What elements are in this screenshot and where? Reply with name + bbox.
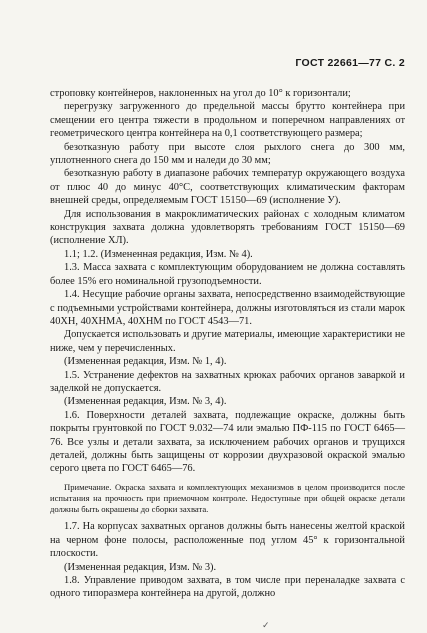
paragraph: 1.7. На корпусах захватных органов должны быть нанесены желтой краской на черном фоне полосы, расположенные под углом 45° к горизонтальной плоскости.: [50, 521, 405, 560]
paragraph: 1.1; 1.2. (Измененная редакция, Изм. № 4).: [64, 248, 253, 260]
paragraph: Для использования в макроклиматических районах с холодным климатом конструкция захвата должна удовлетворять требованиям ГОСТ 15150—69 (исполнение ХЛ).: [50, 208, 405, 247]
paragraph: 1.8. Управление приводом захвата, в том числе при переналадке захвата с одного типоразмера контейнера на другой, должно: [50, 575, 405, 600]
document-body: [50, 87, 405, 601]
check-mark: ✓: [262, 620, 270, 630]
paragraph: 1.5. Устранение дефектов на захватных крюках рабочих органов заваркой и заделкой не допускается.: [50, 369, 405, 394]
paragraph: (Измененная редакция, Изм. № 1, 4).: [64, 356, 227, 368]
paragraph: строповку контейнеров, наклоненных на угол до 10° к горизонтали;: [50, 88, 351, 99]
paragraph: 1.4. Несущие рабочие органы захвата, непосредственно взаимодействующие с подъемными устройствами контейнера, должны изготовляться из стали марок 40ХН, 40ХНМА, 40ХНМ по ГОСТ 4543—71.: [50, 289, 405, 327]
paragraph: 1.6. Поверхности деталей захвата, подлежащие окраске, должны быть покрыты грунтовкой по ГОСТ 9.032—74 или эмалью ПФ-115 по ГОСТ 6465—76. Все узлы и детали захвата, за исключением рабочих органов и трущихся деталей, должны быть защищены от коррозии двухразовой окраской эмалью серого цвета по ГОСТ 6465—76.: [50, 409, 405, 475]
paragraph: безотказную работу в диапазоне рабочих температур окружающего воздуха от плюс 40 до минус 40°С, соответствующих климатическим факторам внешней среды, определяемым ГОСТ 15150—69 (исполнение У).: [50, 168, 405, 207]
paragraph: (Измененная редакция, Изм. № 3, 4).: [64, 396, 227, 408]
paragraph: безотказную работу при высоте слоя рыхлого снега до 300 мм, уплотненного снега до 150 мм и наледи до 30 мм;: [50, 141, 405, 167]
page-header: ГОСТ 22661—77 С. 2: [295, 57, 405, 69]
note: Примечание. Окраска захвата и комплектующих механизмов в целом производится после испытания на прочность при приемочном контроле. Недоступные при общей окраске детали должны быть окрашены до сборки захвата.: [50, 481, 405, 515]
paragraph: 1.3. Масса захвата с комплектующим оборудованием не должна составлять более 15% его номинальной грузоподъемности.: [50, 262, 405, 287]
paragraph: Допускается использовать и другие материалы, имеющие характеристики не ниже, чем у перечисленных.: [50, 329, 405, 354]
paragraph: перегрузку загруженного до предельной массы брутто контейнера при смещении его центра тяжести в продольном и поперечном направлениях от геометрического центра контейнера на 0,1 соответствующего размера;: [50, 101, 405, 140]
paragraph: (Измененная редакция, Изм. № 3).: [64, 561, 217, 573]
